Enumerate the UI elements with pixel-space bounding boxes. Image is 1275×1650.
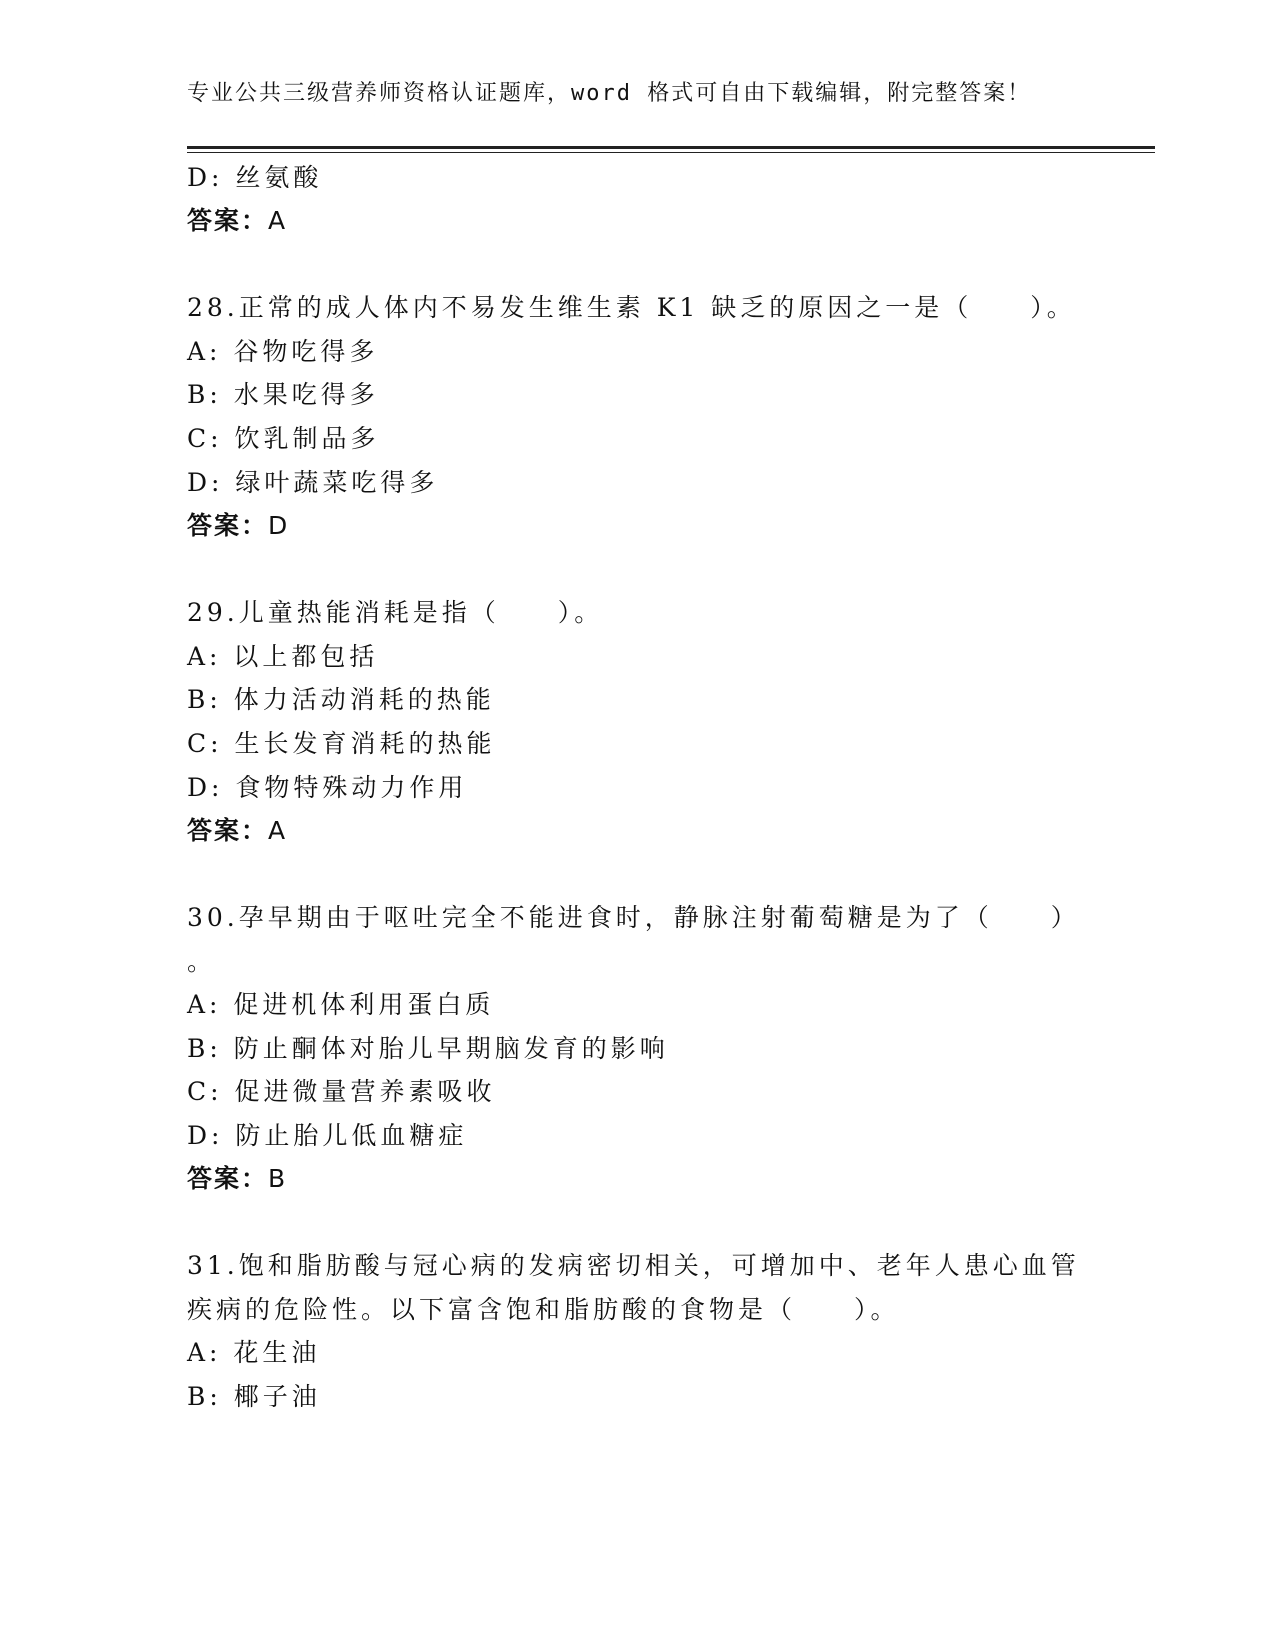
answer-value: D bbox=[268, 511, 289, 540]
question-stem-continued: 疾病的危险性。以下富含饱和脂肪酸的食物是（ ）。 bbox=[187, 1295, 900, 1324]
answer-line bbox=[187, 1159, 286, 1195]
option-b: B: 椰子油 bbox=[187, 1382, 321, 1411]
question-stem: 28.正常的成人体内不易发生维生素 K1 缺乏的原因之一是（ ）。 bbox=[187, 293, 1076, 322]
option-a: A: 花生油 bbox=[187, 1338, 321, 1367]
answer-label: 答案： bbox=[187, 206, 269, 235]
answer-line bbox=[187, 201, 286, 237]
option-c: C: 饮乳制品多 bbox=[187, 424, 380, 453]
question-stem: 30.孕早期由于呕吐完全不能进食时，静脉注射葡萄糖是为了（ ） bbox=[187, 903, 1080, 932]
page-header: 专业公共三级营养师资格认证题库，word 格式可自由下载编辑，附完整答案！ bbox=[187, 81, 1032, 106]
answer-line bbox=[187, 811, 286, 847]
option-a: A: 以上都包括 bbox=[187, 642, 379, 671]
option-d: D: 绿叶蔬菜吃得多 bbox=[187, 468, 439, 497]
answer-label: 答案： bbox=[187, 816, 269, 845]
option-d: D: 防止胎儿低血糖症 bbox=[187, 1121, 468, 1150]
option-a: A: 促进机体利用蛋白质 bbox=[187, 990, 495, 1019]
answer-label: 答案： bbox=[187, 1164, 269, 1193]
option-b: B: 防止酮体对胎儿早期脑发育的影响 bbox=[187, 1034, 669, 1063]
answer-value: B bbox=[268, 1164, 287, 1193]
answer-label: 答案： bbox=[187, 511, 269, 540]
option-d: D: 丝氨酸 bbox=[187, 163, 323, 192]
answer-value: A bbox=[268, 206, 287, 235]
answer-value: A bbox=[268, 816, 287, 845]
question-stem: 31.饱和脂肪酸与冠心病的发病密切相关，可增加中、老年人患心血管 bbox=[187, 1251, 1080, 1280]
option-c: C: 生长发育消耗的热能 bbox=[187, 729, 496, 758]
option-b: B: 水果吃得多 bbox=[187, 380, 379, 409]
option-c: C: 促进微量营养素吸收 bbox=[187, 1077, 496, 1106]
option-d: D: 食物特殊动力作用 bbox=[187, 773, 468, 802]
question-stem-continued: 。 bbox=[187, 947, 217, 976]
option-a: A: 谷物吃得多 bbox=[187, 337, 379, 366]
question-stem: 29.儿童热能消耗是指（ ）。 bbox=[187, 598, 604, 627]
option-b: B: 体力活动消耗的热能 bbox=[187, 685, 495, 714]
header-rule-thick bbox=[187, 146, 1155, 149]
answer-line bbox=[187, 506, 288, 542]
header-rule-thin bbox=[187, 152, 1155, 153]
